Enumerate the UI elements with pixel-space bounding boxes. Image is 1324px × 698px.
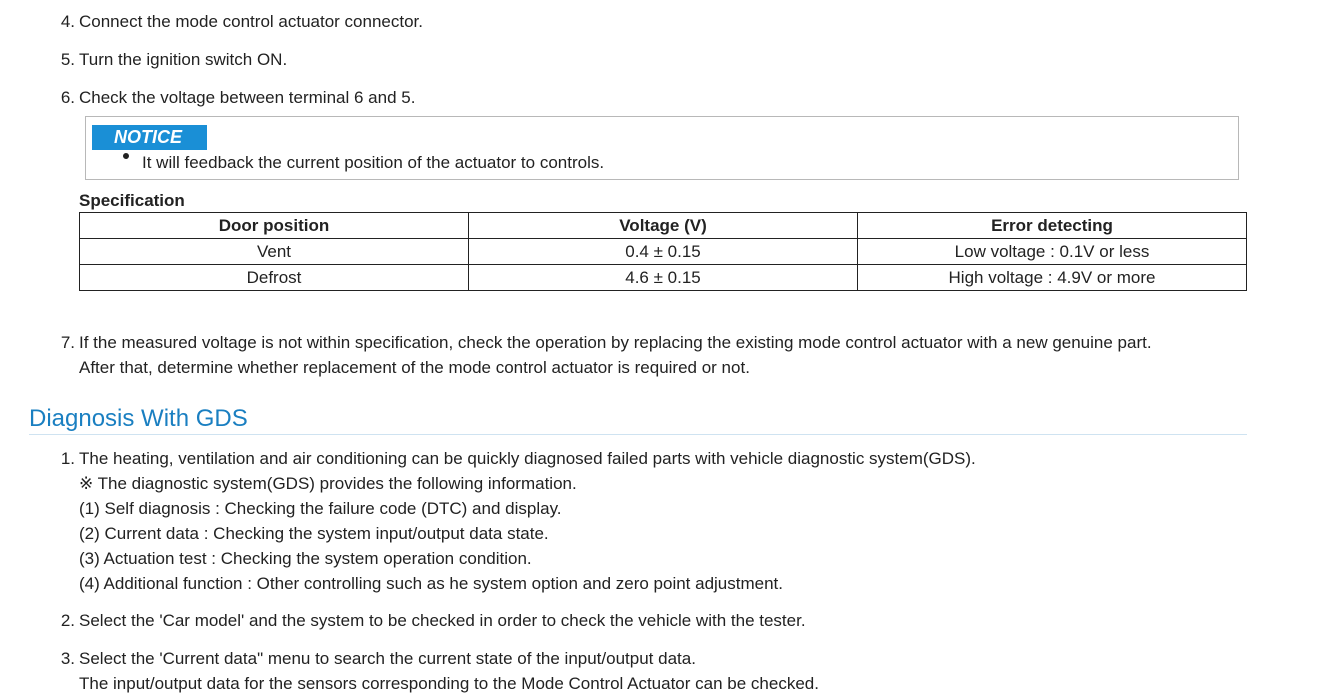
gds-step-3-line-1: Select the 'Current data" menu to search the current state of the input/output data.	[79, 649, 696, 668]
gds-step-1-line: (2) Current data : Checking the system input/output data state.	[79, 524, 549, 543]
step-6-number: 6.	[60, 88, 75, 107]
gds-step-1-line: (3) Actuation test : Checking the system operation condition.	[79, 549, 532, 568]
gds-step-1-line: The heating, ventilation and air conditioning can be quickly diagnosed failed parts with vehicle diagnostic system(GDS).	[79, 449, 976, 468]
step-7-line-1: If the measured voltage is not within specification, check the operation by replacing the existing mode control actuator with a new genuine part.	[79, 333, 1152, 352]
table-cell: Vent	[80, 239, 469, 265]
step-4-number: 4.	[60, 12, 75, 31]
gds-step-2-number: 2.	[60, 611, 75, 630]
table-cell: Low voltage : 0.1V or less	[858, 239, 1247, 265]
table-header-row	[80, 213, 1247, 239]
table-header-cell: Door position	[80, 213, 469, 239]
gds-step-1-line: (1) Self diagnosis : Checking the failure code (DTC) and display.	[79, 499, 562, 518]
table-header-cell: Voltage (V)	[469, 213, 858, 239]
gds-step-3-number: 3.	[60, 649, 75, 668]
specification-table	[79, 212, 1247, 291]
step-5-number: 5.	[60, 50, 75, 69]
gds-step-3-line-2: The input/output data for the sensors corresponding to the Mode Control Actuator can be checked.	[79, 674, 819, 693]
table-cell: Defrost	[80, 265, 469, 291]
step-6-text: Check the voltage between terminal 6 and 5.	[79, 88, 416, 107]
section-title-diagnosis-gds: Diagnosis With GDS	[29, 404, 1247, 435]
gds-step-1-number: 1.	[60, 449, 75, 468]
gds-step-1-line: ※ The diagnostic system(GDS) provides the following information.	[79, 474, 577, 493]
notice-text: It will feedback the current position of the actuator to controls.	[142, 153, 605, 172]
table-header-cell: Error detecting	[858, 213, 1247, 239]
specification-label: Specification	[79, 191, 185, 210]
table-cell: 4.6 ± 0.15	[469, 265, 858, 291]
table-row	[80, 239, 1247, 265]
notice-box	[85, 116, 1239, 180]
bullet-icon	[123, 153, 129, 159]
table-cell: High voltage : 4.9V or more	[858, 265, 1247, 291]
step-7-line-2: After that, determine whether replacement of the mode control actuator is required or not.	[79, 358, 750, 377]
step-4-text: Connect the mode control actuator connector.	[79, 12, 423, 31]
notice-label: NOTICE	[92, 125, 207, 150]
step-7-number: 7.	[60, 333, 75, 352]
table-cell: 0.4 ± 0.15	[469, 239, 858, 265]
table-row	[80, 265, 1247, 291]
gds-step-2-text: Select the 'Car model' and the system to be checked in order to check the vehicle with the tester.	[79, 611, 806, 630]
step-5-text: Turn the ignition switch ON.	[79, 50, 288, 69]
gds-step-1-line: (4) Additional function : Other controlling such as he system option and zero point adjustment.	[79, 574, 784, 593]
